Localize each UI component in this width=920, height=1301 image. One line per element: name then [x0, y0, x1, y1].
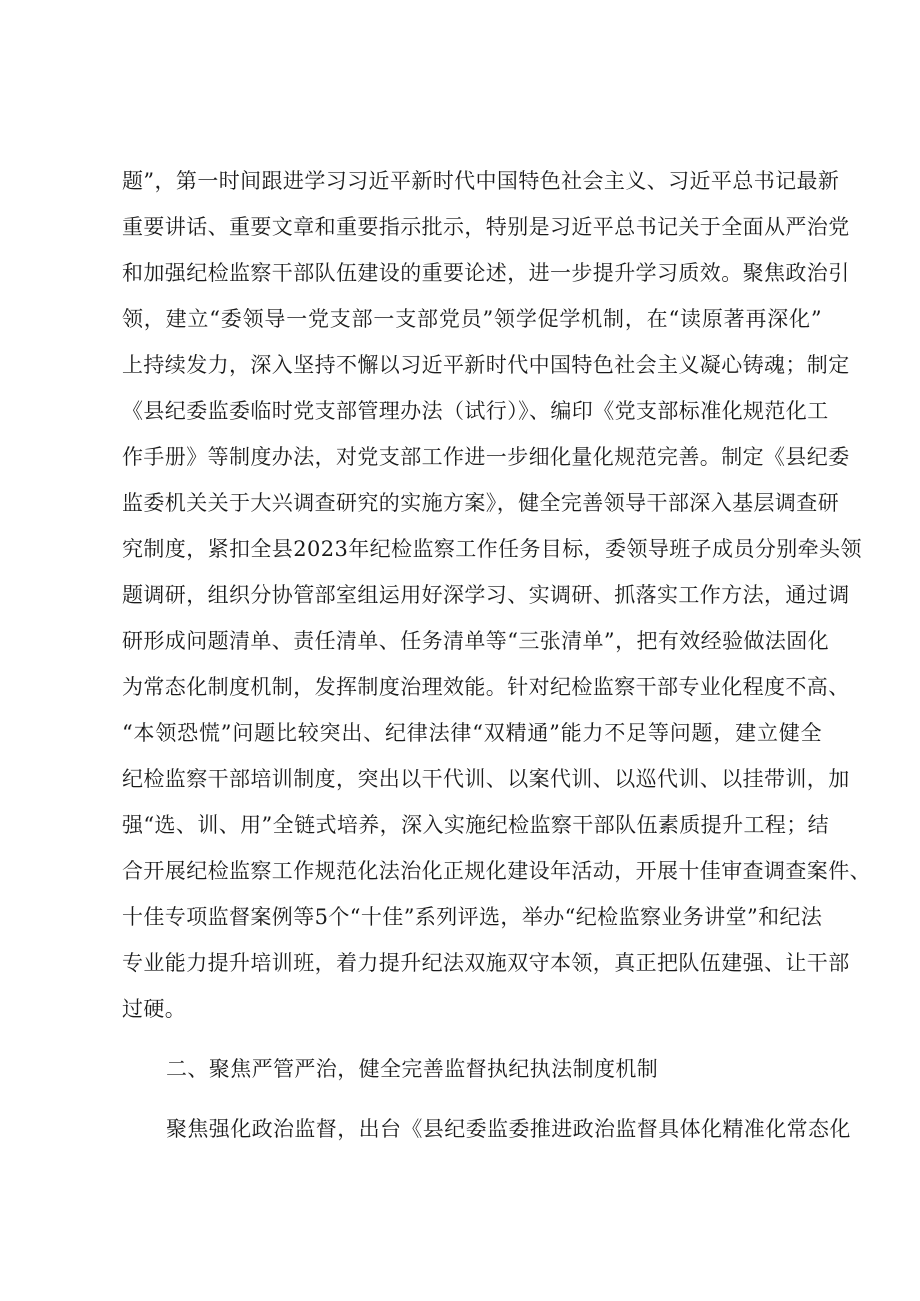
paragraph-1-line-10: 题调研，组织分协管部室组运用好深学习、实调研、抓落实工作方法，通过调	[122, 583, 850, 607]
paragraph-1-line-14: 纪检监察干部培训制度，突出以干代训、以案代训、以巡代训、以挂带训，加	[122, 767, 850, 791]
paragraph-1-line-19: 过硬。	[122, 997, 187, 1021]
paragraph-1-line-16: 合开展纪检监察工作规范化法治化正规化建设年活动，开展十佳审查调查案件、	[122, 859, 871, 883]
paragraph-1-line-15: 强“选、训、用”全链式培养，深入实施纪检监察干部队伍素质提升工程；结	[122, 813, 830, 837]
paragraph-1-line-12: 为常态化制度机制，发挥制度治理效能。针对纪检监察干部专业化程度不高、	[122, 675, 850, 699]
paragraph-1-line-9: 究制度，紧扣全县2023年纪检监察工作任务目标，委领导班子成员分别牵头领	[122, 537, 862, 561]
paragraph-1-line-4: 领，建立“委领导一党支部一支部党员”领学促学机制，在“读原著再深化”	[122, 307, 822, 331]
paragraph-1-line-18: 专业能力提升培训班，着力提升纪法双施双守本领，真正把队伍建强、让干部	[122, 951, 850, 975]
paragraph-1-line-11: 研形成问题清单、责任清单、任务清单等“三张清单”，把有效经验做法固化	[122, 629, 830, 653]
paragraph-1-line-13: “本领恐慌”问题比较突出、纪律法律“双精通”能力不足等问题，建立健全	[122, 721, 822, 745]
section-heading: 二、聚焦严管严治，健全完善监督执纪执法制度机制	[166, 1057, 659, 1081]
paragraph-2-line-1: 聚焦强化政治监督，出台《县纪委监委推进政治监督具体化精准化常态化	[166, 1117, 851, 1141]
paragraph-1-line-3: 和加强纪检监察干部队伍建设的重要论述，进一步提升学习质效。聚焦政治引	[122, 261, 850, 285]
paragraph-1-line-5: 上持续发力，深入坚持不懈以习近平新时代中国特色社会主义凝心铸魂；制定	[122, 353, 850, 377]
paragraph-1-line-6: 《县纪委监委临时党支部管理办法（试行）》、编印《党支部标准化规范化工	[122, 399, 829, 423]
paragraph-1-line-1: 题”，第一时间跟进学习习近平新时代中国特色社会主义、习近平总书记最新	[122, 169, 840, 193]
paragraph-1-line-17: 十佳专项监督案例等5个“十佳”系列评选，举办“纪检监察业务讲堂”和纪法	[122, 905, 823, 929]
paragraph-1-line-2: 重要讲话、重要文章和重要指示批示，特别是习近平总书记关于全面从严治党	[122, 215, 850, 239]
paragraph-1-line-7: 作手册》等制度办法，对党支部工作进一步细化量化规范完善。制定《县纪委	[122, 445, 850, 469]
paragraph-1-line-8: 监委机关关于大兴调查研究的实施方案》，健全完善领导干部深入基层调查研	[122, 491, 840, 515]
